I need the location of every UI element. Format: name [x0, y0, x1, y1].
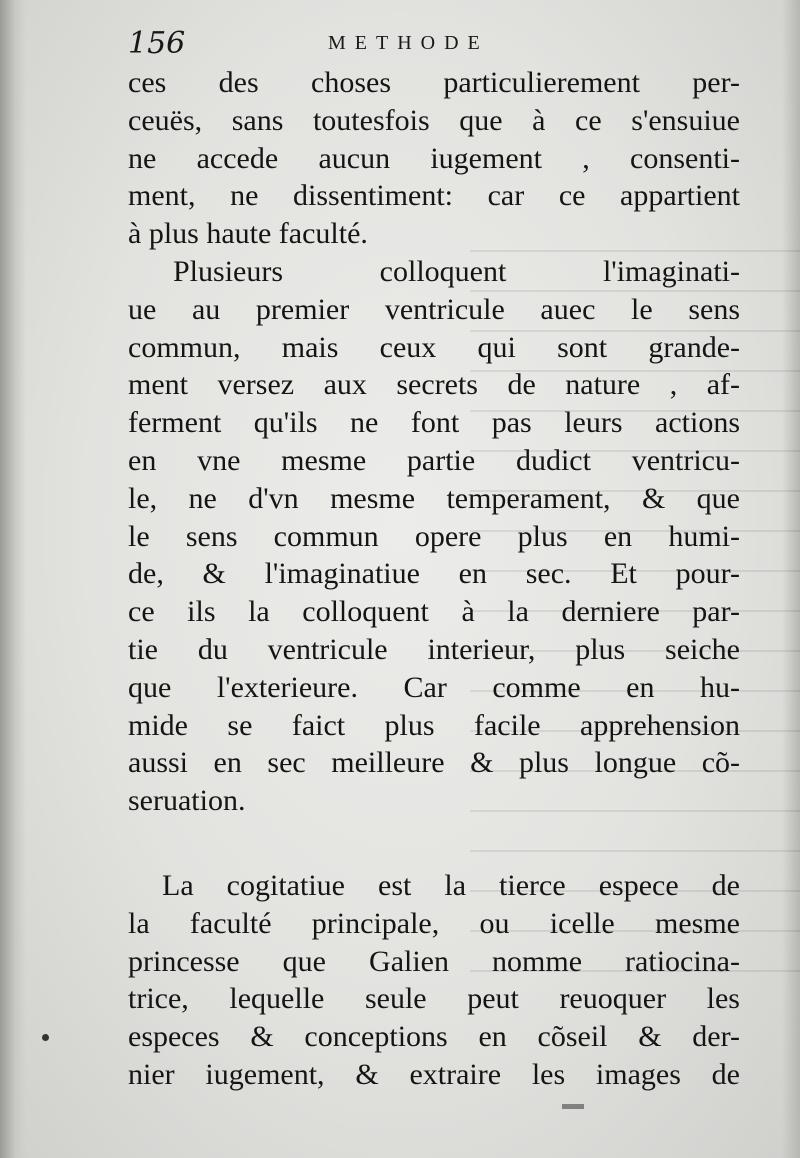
text-line: à plus haute faculté.	[128, 217, 368, 251]
running-title: METHODE	[328, 32, 489, 54]
text-line: le, ne d'vn mesme temperament, & que	[128, 481, 740, 515]
paragraph-gap	[128, 820, 740, 867]
text-line: ue au premier ventricule auec le sens	[128, 292, 740, 326]
text-line: princesse que Galien nomme ratiocina-	[128, 944, 740, 978]
text-line: ferment qu'ils ne font pas leurs actions	[128, 406, 740, 440]
text-line: la faculté principale, ou icelle mesme	[128, 906, 740, 940]
running-head	[128, 26, 748, 66]
paragraph-2	[128, 253, 740, 820]
signature-mark	[562, 1104, 584, 1109]
text-line: ment versez aux secrets de nature , af-	[128, 368, 740, 402]
text-line: seruation.	[128, 784, 246, 818]
text-line: le sens commun opere plus en humi-	[128, 519, 740, 553]
text-line: aussi en sec meilleure & plus longue cõ-	[128, 746, 740, 780]
body-text	[128, 64, 740, 1094]
paragraph-3	[128, 867, 740, 1094]
text-line: que l'exterieure. Car comme en hu-	[128, 670, 740, 704]
text-line: nier iugement, & extraire les images de	[128, 1057, 740, 1091]
text-line: ces des choses particulierement per-	[128, 66, 740, 99]
text-line: de, & l'imaginatiue en sec. Et pour-	[128, 557, 740, 591]
text-line: Plusieurs colloquent l'imaginati-	[173, 254, 740, 288]
text-line: trice, lequelle seule peut reuoquer les	[128, 982, 740, 1016]
paragraph-1	[128, 64, 740, 253]
text-line: commun, mais ceux qui sont grande-	[128, 330, 740, 364]
ink-speck	[42, 1034, 49, 1041]
page-gutter-shadow	[0, 0, 26, 1158]
text-line: en vne mesme partie dudict ventricu-	[128, 443, 740, 477]
text-line: La cogitatiue est la tierce espece de	[162, 868, 740, 902]
page-number: 156	[128, 26, 186, 61]
text-line: ment, ne dissentiment: car ce appartient	[128, 179, 740, 213]
text-line: especes & conceptions en cõseil & der-	[128, 1020, 740, 1054]
text-line: mide se faict plus facile apprehension	[128, 708, 740, 742]
text-line: ce ils la colloquent à la derniere par-	[128, 595, 740, 629]
text-line: ceuës, sans toutesfois que à ce s'ensuiue	[128, 103, 740, 137]
text-line: tie du ventricule interieur, plus seiche	[128, 632, 740, 666]
text-line: ne accede aucun iugement , consenti-	[128, 141, 740, 175]
